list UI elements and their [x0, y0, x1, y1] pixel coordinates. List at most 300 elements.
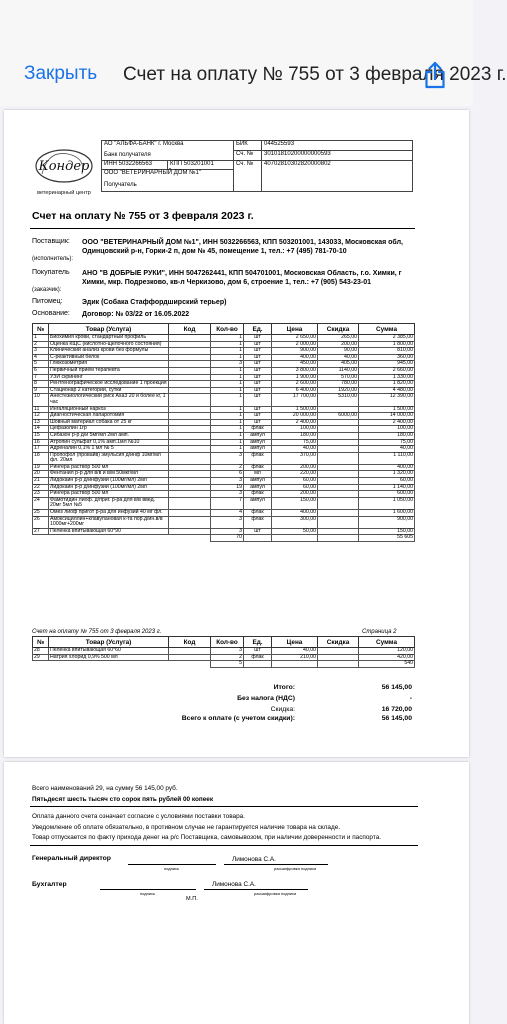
- column-header: Скидка: [318, 637, 359, 648]
- total-value: 56 145,00: [381, 684, 412, 691]
- table-total-row: [33, 535, 415, 542]
- table-cell: ампул: [244, 446, 272, 453]
- table-cell: шт: [244, 528, 272, 535]
- table-cell: [318, 491, 359, 498]
- table-cell: 400,00: [359, 464, 415, 471]
- table-cell: 1: [211, 419, 244, 426]
- table-cell: шт: [244, 348, 272, 355]
- table-cell: [318, 528, 359, 535]
- table-cell: [169, 394, 211, 406]
- table-cell: 4: [211, 510, 244, 517]
- total-sum: 55 605: [359, 535, 415, 542]
- corr-account-value: 30101810200000000593: [262, 151, 413, 161]
- grand-total-label: Всего к оплате (с учетом скидки):: [181, 715, 295, 722]
- table-cell: 265,00: [318, 335, 359, 342]
- table-cell: 75,00: [359, 439, 415, 446]
- table-cell: флак: [244, 464, 272, 471]
- table-cell: Натрия хлорид 0,9% 500 мл: [49, 654, 169, 661]
- table-cell: [169, 381, 211, 388]
- table-cell: [318, 439, 359, 446]
- table-cell: Сибазон р-р д/и 5мг/мл 2мл амп.: [49, 432, 169, 439]
- account-label: Сч. №: [234, 161, 262, 192]
- pet-label: Питомец:: [32, 298, 63, 305]
- table-cell: 3: [211, 528, 244, 535]
- table-cell: шт: [244, 413, 272, 420]
- table-cell: 6: [33, 367, 49, 374]
- accountant-sign-line: [100, 889, 196, 890]
- table-cell: 1: [211, 348, 244, 355]
- table-cell: 4: [33, 354, 49, 361]
- table-row: [33, 419, 415, 426]
- total-qty: 70: [211, 535, 244, 542]
- table-cell: 3: [211, 491, 244, 498]
- table-row: [33, 528, 415, 535]
- supplier-block: [32, 238, 432, 270]
- table-cell: 2 660,00: [359, 367, 415, 374]
- table-cell: 60,00: [272, 478, 318, 485]
- table-cell: [169, 491, 211, 498]
- summary-divider: [30, 806, 418, 807]
- table-cell: 2: [33, 341, 49, 348]
- table-cell: 1140,00: [318, 367, 359, 374]
- accountant-decode-caption: расшифровка подписи: [254, 891, 297, 896]
- table-cell: [169, 654, 211, 661]
- table-cell: 40,00: [318, 354, 359, 361]
- table-cell: 900,00: [272, 348, 318, 355]
- table-cell: ампул: [244, 432, 272, 439]
- accountant-sign-caption: подпись: [140, 891, 156, 896]
- table-cell: Диагностическая лапаротомия: [49, 413, 169, 420]
- table-cell: 1: [211, 446, 244, 453]
- table-cell: 17 700,00: [272, 394, 318, 406]
- table-cell: 400,00: [272, 510, 318, 517]
- column-header: Ед.: [244, 637, 272, 648]
- table-cell-empty: [169, 661, 211, 668]
- table-cell: 6: [211, 471, 244, 478]
- table-cell: 600,00: [359, 491, 415, 498]
- vat-label: Без налога (НДС): [237, 695, 295, 702]
- table-cell: 570,00: [318, 374, 359, 381]
- bik-value: 044525593: [262, 141, 413, 151]
- table-cell: Амоксициллин+клавулановая к-та пор.д/ин.в/в 1000мг+200мг: [49, 516, 169, 528]
- table-cell: флак: [244, 510, 272, 517]
- total-sum: 540: [359, 661, 415, 668]
- table-cell: 1: [211, 374, 244, 381]
- table-cell: 23: [33, 491, 49, 498]
- close-button[interactable]: Закрыть: [24, 63, 98, 84]
- table-cell: 90,00: [318, 348, 359, 355]
- invoice-heading: Счет на оплату № 755 от 3 февраля 2023 г.: [32, 210, 254, 222]
- table-cell: 2 600,00: [272, 381, 318, 388]
- payment-note-3: Товар отпускается по факту прихода денег на р/с Поставщика, самовывозом, при наличии доверенности и паспорта.: [32, 834, 382, 841]
- table-cell: 27: [33, 528, 49, 535]
- items-table-2-header: [33, 637, 415, 648]
- discount-value: 16 720,00: [381, 706, 412, 713]
- table-row: [33, 497, 415, 509]
- table-cell: 3: [211, 478, 244, 485]
- table-cell: шт: [244, 361, 272, 368]
- table-cell: [169, 471, 211, 478]
- share-icon[interactable]: [421, 60, 449, 90]
- table-cell: шт: [244, 341, 272, 348]
- table-cell: 4 480,00: [359, 387, 415, 394]
- discount-label: Скидка:: [270, 706, 295, 713]
- column-header: Товар (Услуга): [49, 637, 169, 648]
- supplier-label-2: (исполнитель):: [32, 256, 74, 262]
- table-cell-empty: [33, 535, 49, 542]
- table-cell: 8: [33, 381, 49, 388]
- table-cell: 1: [211, 367, 244, 374]
- table-cell: 1 110,00: [359, 452, 415, 464]
- table-cell: 1 320,00: [359, 471, 415, 478]
- table-cell: 15: [33, 432, 49, 439]
- table-cell: флак: [244, 426, 272, 433]
- column-header: Кол-во: [211, 637, 244, 648]
- items-table-header: [33, 324, 415, 335]
- column-header: Цена: [272, 637, 318, 648]
- pet-block: [32, 298, 432, 308]
- table-cell: 3: [211, 648, 244, 655]
- table-cell: [169, 348, 211, 355]
- table-cell: 7: [211, 497, 244, 509]
- director-decode-caption: расшифровка подписи: [274, 866, 317, 871]
- table-cell: 180,00: [272, 432, 318, 439]
- table-cell: 450,00: [272, 361, 318, 368]
- items-table-2: [32, 636, 415, 668]
- table-cell: шт: [244, 406, 272, 413]
- pet-value: Эдик (Собака Стаффордширский терьер): [82, 299, 227, 306]
- table-cell: 200,00: [318, 341, 359, 348]
- table-cell: 1 500,00: [272, 406, 318, 413]
- table-cell: Пропофол (провайв) эмульсия д/инф 10мг/мл фл. 20мл: [49, 452, 169, 464]
- table-cell: флак: [244, 516, 272, 528]
- accountant-decode-line: [204, 889, 308, 890]
- table-cell: 2 400,00: [272, 419, 318, 426]
- table-cell: Оценка КЩС (кислотно-щелочного состояния): [49, 341, 169, 348]
- table-cell: 20: [33, 471, 49, 478]
- table-cell: 420,00: [359, 654, 415, 661]
- table-cell: 405,00: [318, 361, 359, 368]
- summary-line: Всего наименований 29, на сумму 56 145,00 руб.: [32, 785, 178, 792]
- kpp-cell: КПП 503201001: [168, 161, 234, 170]
- table-row: [33, 354, 415, 361]
- table-cell: 1: [211, 381, 244, 388]
- column-header: Код: [169, 637, 211, 648]
- table-cell: [169, 406, 211, 413]
- table-cell: 1: [211, 439, 244, 446]
- total-qty: 5: [211, 661, 244, 668]
- table-cell: 210,00: [272, 654, 318, 661]
- vat-value: -: [409, 695, 412, 702]
- clinic-logo: [28, 144, 100, 200]
- table-cell: [169, 484, 211, 491]
- table-cell: [169, 452, 211, 464]
- table-cell: шт: [244, 419, 272, 426]
- table-cell: [169, 426, 211, 433]
- document-title: Счет на оплату № 755 от 3 февраля 2023 г.: [123, 64, 507, 85]
- table-cell: 1 330,00: [359, 374, 415, 381]
- table-cell: 6000,00: [318, 413, 359, 420]
- table-cell: [318, 446, 359, 453]
- accountant-name: Лимонова С.А.: [212, 881, 256, 888]
- notes-divider: [30, 845, 418, 846]
- column-header: Сумма: [359, 637, 415, 648]
- table-cell: [169, 361, 211, 368]
- table-cell: 22: [33, 484, 49, 491]
- logo-subtitle: ветеринарный центр: [37, 190, 91, 196]
- table-cell: 19: [33, 464, 49, 471]
- table-cell: 1 140,00: [359, 484, 415, 491]
- table-cell: [169, 374, 211, 381]
- table-cell: 29: [33, 654, 49, 661]
- table-cell: 6 400,00: [272, 387, 318, 394]
- table-cell: 2: [211, 654, 244, 661]
- table-cell: [318, 484, 359, 491]
- table-cell-empty: [272, 661, 318, 668]
- director-label: Генеральный директор: [32, 855, 111, 862]
- bik-label: БИК: [234, 141, 262, 151]
- buyer-label-2: (заказчик):: [32, 287, 62, 293]
- table-cell: 28: [33, 648, 49, 655]
- table-cell: 100,00: [359, 426, 415, 433]
- table-cell: Пеленка впитывающая 60*60: [49, 648, 169, 655]
- column-header: Товар (Услуга): [49, 324, 169, 335]
- table-cell: 3 800,00: [272, 367, 318, 374]
- continued-label: Счет на оплату № 755 от 3 февраля 2023 г.: [32, 629, 162, 635]
- table-cell: Лидокаин р-р д/инфузии (100мг/мл) 2мл: [49, 484, 169, 491]
- table-cell: 1: [211, 394, 244, 406]
- supplier-label: Поставщик:: [32, 238, 70, 245]
- table-cell-empty: [318, 535, 359, 542]
- table-cell: 900,00: [359, 516, 415, 528]
- table-cell: 1: [211, 335, 244, 342]
- table-cell: С-реактивный белок: [49, 354, 169, 361]
- table-cell: ампул: [244, 439, 272, 446]
- table-cell: Рингера раствор 500 мл: [49, 464, 169, 471]
- table-cell: Фамотидин лиоф. д/приг. р-ра для в/в введ. 20мг 5мл №5: [49, 497, 169, 509]
- column-header: №: [33, 324, 49, 335]
- table-cell: 810,00: [359, 348, 415, 355]
- table-cell: [169, 446, 211, 453]
- column-header: Код: [169, 324, 211, 335]
- buyer-details: АНО "В ДОБРЫЕ РУКИ", ИНН 5047262441, КПП 504701001, Московская Область, г.о. Химки, г Химки, мкр. Подрезково, кв-л Черкизово, дом 6, строение 1, тел.: +7 (905) 543-23-01: [82, 270, 402, 286]
- table-cell-empty: [272, 535, 318, 542]
- table-cell: Ингаляционный наркоз: [49, 406, 169, 413]
- column-header: Сумма: [359, 324, 415, 335]
- table-cell: 21: [33, 478, 49, 485]
- account-value: 40702810302820000802: [262, 161, 413, 192]
- table-row: [33, 452, 415, 464]
- column-header: №: [33, 637, 49, 648]
- table-cell: [318, 464, 359, 471]
- table-cell: [169, 497, 211, 509]
- payment-note-2: Уведомление об оплате обязательно, в противном случае не гарантируется наличие товара на складе.: [32, 824, 341, 831]
- table-cell-empty: [318, 661, 359, 668]
- table-cell: 1: [211, 341, 244, 348]
- table-cell: [169, 528, 211, 535]
- stamp-place-label: М.П.: [186, 896, 198, 902]
- summary-amount-words: Пятьдесят шесть тысяч сто сорок пять рублей 00 копеек: [32, 796, 214, 803]
- table-cell: [169, 354, 211, 361]
- table-cell: Анестезиологический риск Asa3 20 и более кг, 1 час: [49, 394, 169, 406]
- table-cell: 3: [33, 348, 49, 355]
- buyer-label: Покупатель: [32, 269, 70, 276]
- table-cell: шт: [244, 374, 272, 381]
- table-cell: Рингера раствор 500 мл: [49, 491, 169, 498]
- table-cell: 400,00: [272, 354, 318, 361]
- table-cell: [169, 439, 211, 446]
- table-cell: 3: [211, 516, 244, 528]
- table-cell: 12: [33, 413, 49, 420]
- table-cell: Глюкозометрия: [49, 361, 169, 368]
- table-cell: 5: [33, 361, 49, 368]
- page-number: Страница 2: [362, 629, 397, 635]
- table-cell: флак: [244, 452, 272, 464]
- table-cell-empty: [244, 535, 272, 542]
- table-row: [33, 516, 415, 528]
- table-cell: Омез лиоф пригот р-ра для инфузий 40 мг фл.: [49, 510, 169, 517]
- bank-details-table: [101, 140, 413, 192]
- table-cell: Первичный приём терапевта: [49, 367, 169, 374]
- table-cell: 13: [33, 419, 49, 426]
- table-cell: 18: [33, 452, 49, 464]
- table-cell: Стационар 2 категории, сутки: [49, 387, 169, 394]
- table-cell: шт: [244, 354, 272, 361]
- table-cell: 200,00: [272, 464, 318, 471]
- table-cell: 3: [211, 361, 244, 368]
- table-cell: 19: [211, 484, 244, 491]
- table-cell: 12 390,00: [359, 394, 415, 406]
- column-header: Кол-во: [211, 324, 244, 335]
- items-table: [32, 323, 415, 542]
- table-cell: 2: [211, 464, 244, 471]
- table-cell: [318, 419, 359, 426]
- table-cell: [318, 516, 359, 528]
- grand-total-value: 56 145,00: [381, 715, 412, 722]
- table-cell: [169, 387, 211, 394]
- buyer-block: [32, 269, 432, 301]
- table-cell: 2 400,00: [359, 419, 415, 426]
- table-cell: 1: [211, 354, 244, 361]
- table-cell: 5310,00: [318, 394, 359, 406]
- table-cell: [318, 510, 359, 517]
- recipient-name: ООО "ВЕТЕРИНАРНЫЙ ДОМ №1": [104, 170, 202, 176]
- table-cell: 300,00: [272, 516, 318, 528]
- table-cell-empty: [244, 661, 272, 668]
- basis-value: Договор: № 03/22 от 16.05.2022: [82, 311, 190, 318]
- table-cell: [169, 367, 211, 374]
- table-cell: [169, 341, 211, 348]
- inn-cell: ИНН 5032266563: [102, 161, 168, 170]
- table-row: [33, 394, 415, 406]
- table-cell: Фентанил р-р для в/в и в/м 50мкг/мл: [49, 471, 169, 478]
- bank-recipient-label: Банк получателя: [104, 152, 151, 158]
- table-cell: Пеленка впитывающая 60*90: [49, 528, 169, 535]
- table-cell: шт: [244, 394, 272, 406]
- table-cell: 1: [211, 387, 244, 394]
- director-decode-line: [224, 864, 328, 865]
- table-cell: 1 900,00: [272, 374, 318, 381]
- table-cell: ампул: [244, 484, 272, 491]
- table-cell: флак: [244, 491, 272, 498]
- table-cell: [169, 419, 211, 426]
- table-cell: 16: [33, 439, 49, 446]
- table-cell: 11: [33, 406, 49, 413]
- table-cell: 26: [33, 516, 49, 528]
- table-row: [33, 654, 415, 661]
- table-cell: Цефазолин 1гр: [49, 426, 169, 433]
- table-cell: 1 500,00: [359, 406, 415, 413]
- table-cell-empty: [49, 661, 169, 668]
- table-cell: шт: [244, 387, 272, 394]
- director-sign-line: [128, 864, 216, 865]
- table-cell: 60,00: [359, 478, 415, 485]
- recipient-label: Получатель: [104, 182, 137, 188]
- table-cell: 10: [33, 394, 49, 406]
- table-cell: [318, 654, 359, 661]
- table-cell: 14: [33, 426, 49, 433]
- table-cell: 2 650,00: [272, 335, 318, 342]
- table-cell: 17: [33, 446, 49, 453]
- table-cell: 14 000,00: [359, 413, 415, 420]
- table-cell: ампул: [244, 497, 272, 509]
- table-cell: флак: [244, 654, 272, 661]
- supplier-details: ООО "ВЕТЕРИНАРНЫЙ ДОМ №1", ИНН 5032266563, КПП 503201001, 143033, Московская обл, Одинцовский р-н, Горки-2 п, дом № 45, помещение 1, тел.: +7 (495) 781-70-10: [82, 239, 403, 255]
- table-cell-empty: [33, 661, 49, 668]
- table-cell: [318, 426, 359, 433]
- corr-account-label: Сч. №: [234, 151, 262, 161]
- table-row: [33, 367, 415, 374]
- table-cell: Рентгенографическое исследование 1 проекция: [50, 380, 167, 387]
- table-cell: 1: [211, 426, 244, 433]
- bank-name: АО "АЛЬФА-БАНК" г. Москва: [104, 141, 184, 147]
- director-sign-caption: подпись: [164, 866, 180, 871]
- column-header: Цена: [272, 324, 318, 335]
- title-divider: [30, 228, 415, 229]
- table-cell: 120,00: [359, 648, 415, 655]
- table-cell: 1: [211, 432, 244, 439]
- table-cell: Адреналин 0,1% 1 мл № 5: [49, 446, 169, 453]
- table-cell: 3: [211, 452, 244, 464]
- table-cell: Атропин сульфат 0,1% амп.1мл №10: [49, 439, 169, 446]
- table-cell: мл: [244, 471, 272, 478]
- table-cell: 9: [33, 387, 49, 394]
- table-cell: 1 600,00: [359, 510, 415, 517]
- basis-block: [32, 310, 432, 320]
- column-header: Скидка: [318, 324, 359, 335]
- table-cell: 360,00: [359, 354, 415, 361]
- table-cell-empty: [49, 535, 169, 542]
- table-cell: УЗИ скрининг: [49, 374, 169, 381]
- table-cell: Биохимия крови, стандартный профиль: [49, 335, 169, 342]
- table-cell: [318, 648, 359, 655]
- table-cell: 1 800,00: [359, 341, 415, 348]
- table-cell: 180,00: [359, 432, 415, 439]
- table-cell: [318, 497, 359, 509]
- director-name: Лимонова С.А.: [232, 856, 276, 863]
- table-cell: Шовный материал собака от 25 кг: [49, 419, 169, 426]
- table-cell: 1 050,00: [359, 497, 415, 509]
- table-cell: 1: [211, 406, 244, 413]
- table-cell-empty: [169, 535, 211, 542]
- table-cell: [169, 510, 211, 517]
- table-cell: шт: [244, 335, 272, 342]
- table-total-row: [33, 661, 415, 668]
- table-cell: 40,00: [272, 446, 318, 453]
- table-cell: [318, 478, 359, 485]
- table-cell: шт: [244, 381, 272, 388]
- table-cell: 40,00: [359, 446, 415, 453]
